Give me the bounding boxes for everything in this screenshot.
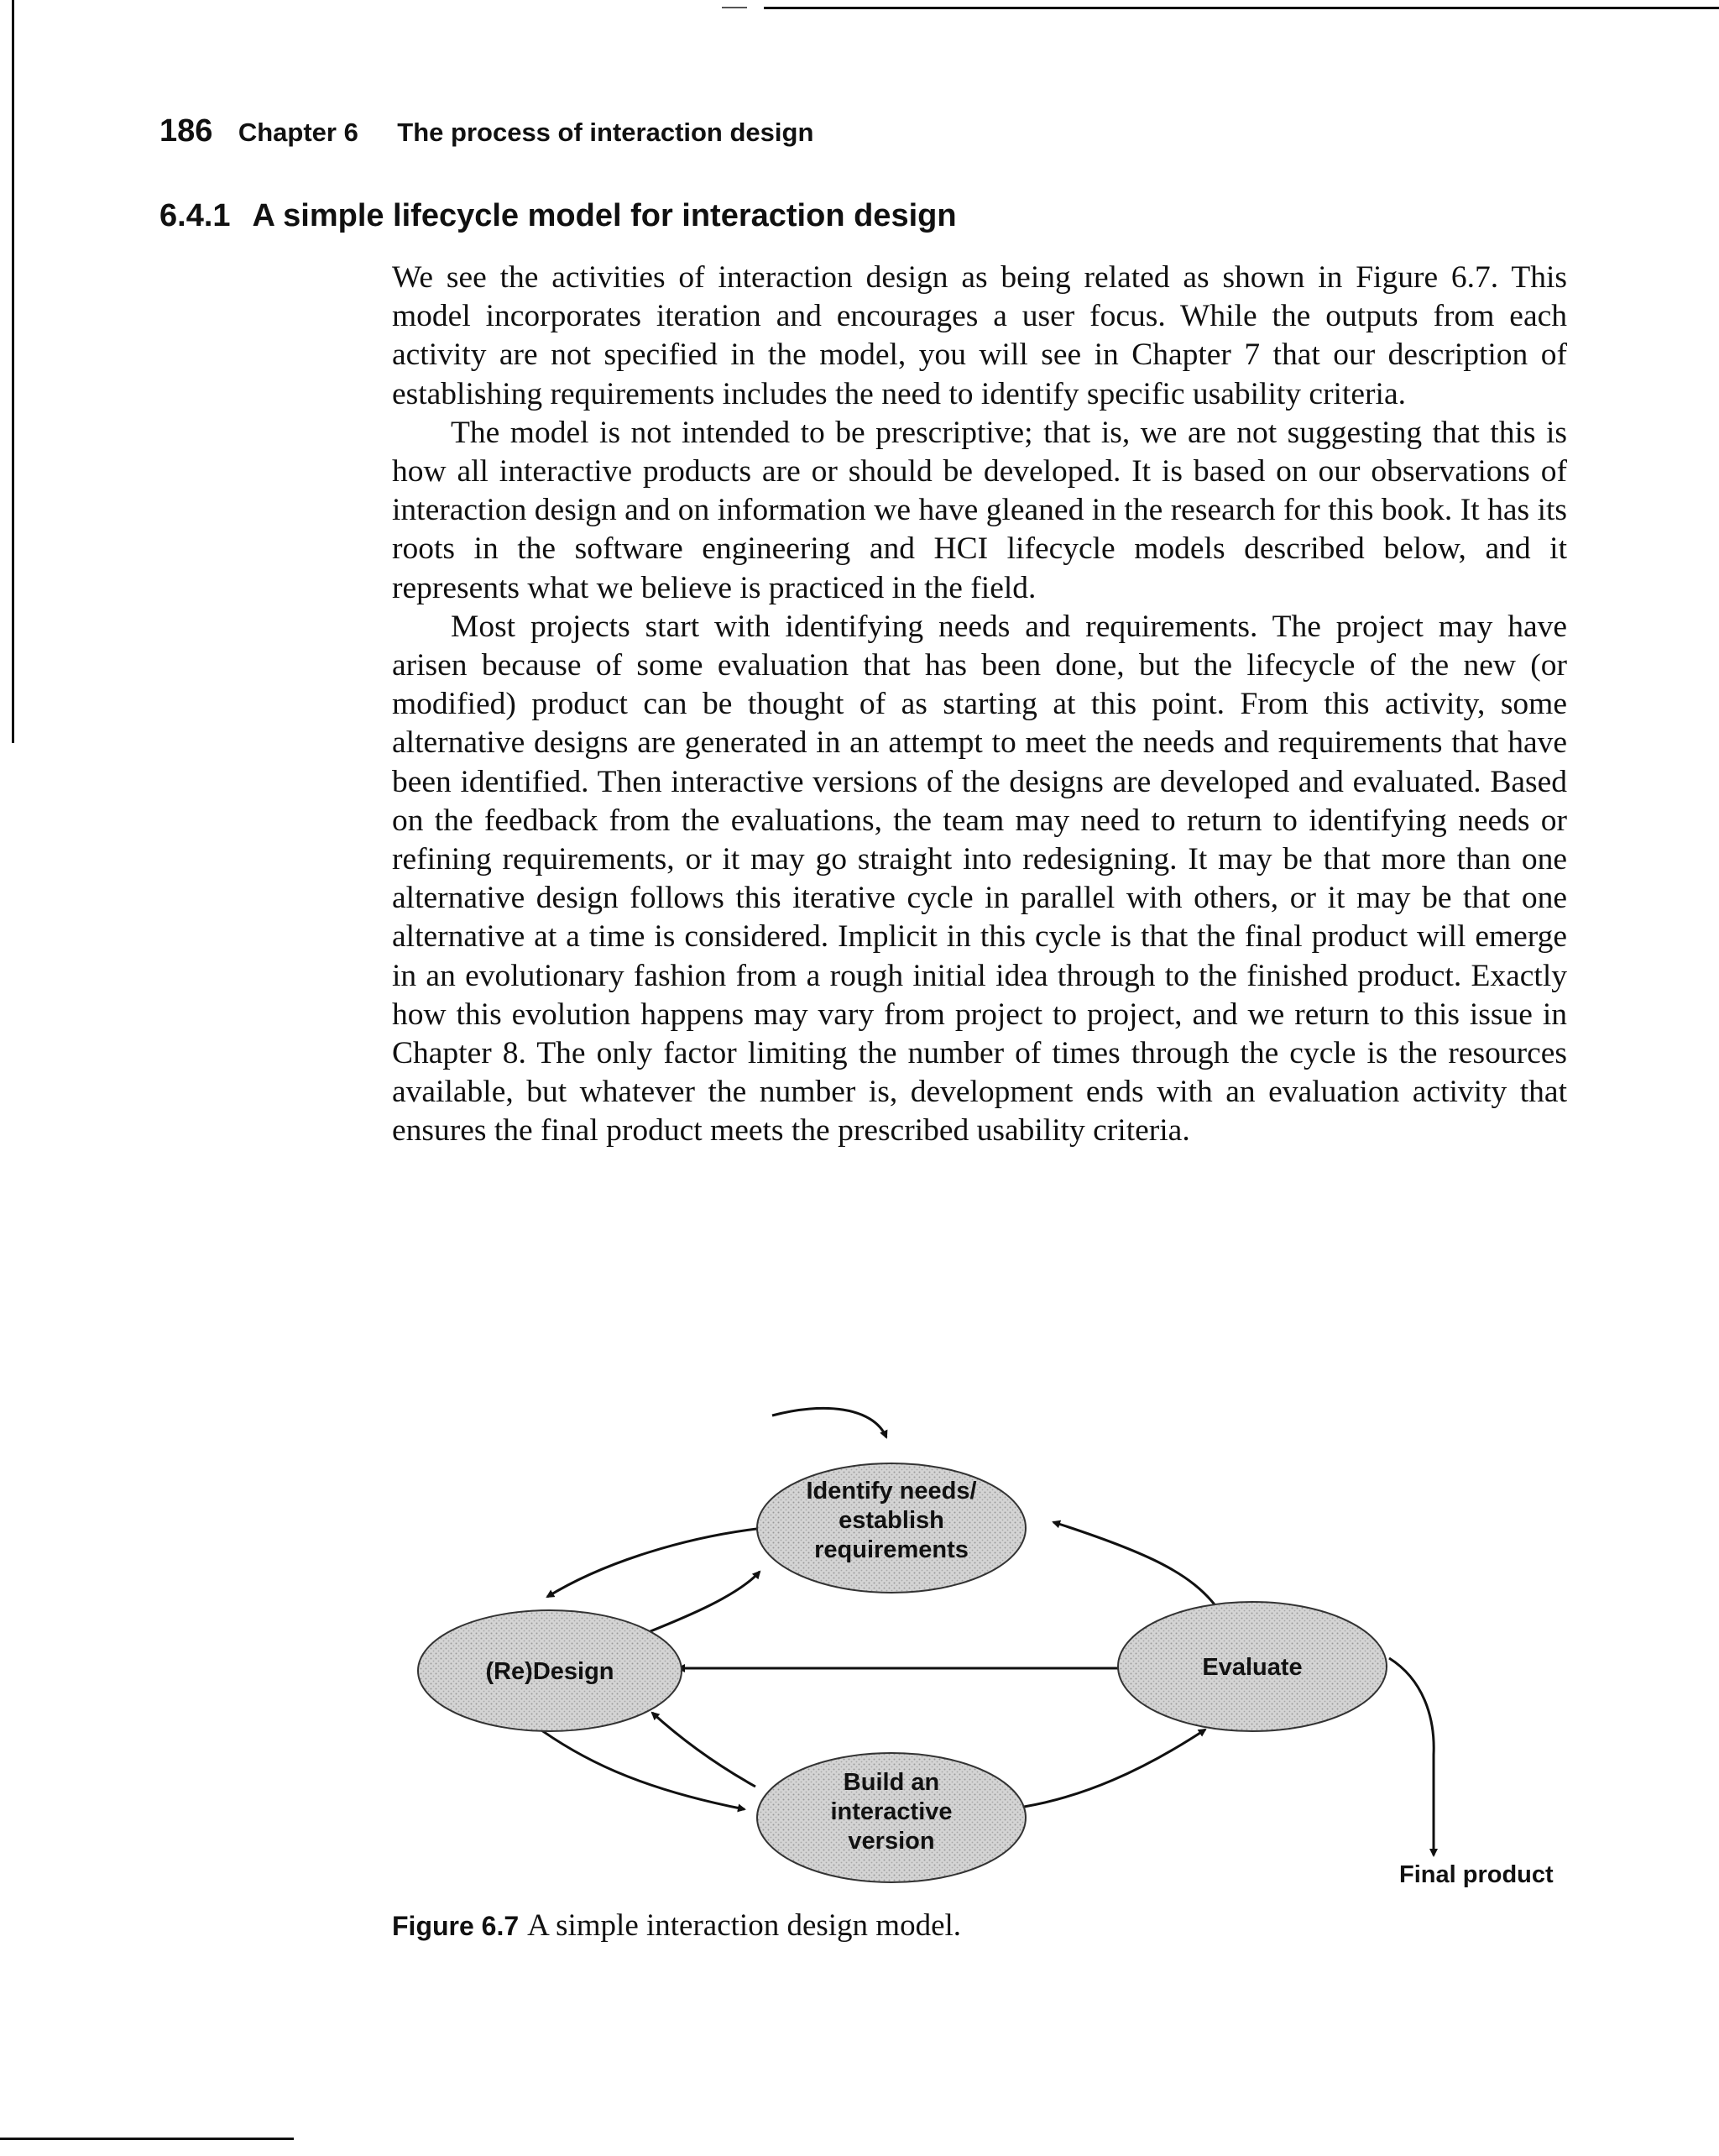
arrow-evaluate-to-identify xyxy=(1053,1522,1217,1608)
evaluate-label: Evaluate xyxy=(1202,1654,1303,1681)
identify-label-line-2: establish xyxy=(839,1507,944,1534)
build-label-line-2: interactive xyxy=(830,1798,953,1825)
paragraph-3: Most projects start with identifying needs and requirements. The project may have arisen because of some evaluation that has been done, but the lifecycle of the new (or modified) product can be thought of as starting at this point. From this activity, some alternative designs are generated in an attempt to meet the needs and requirements that have been identified. Then interactive versions of the designs are developed and evaluated. Based on the feedback from the evaluations, the team may need to return to identifying needs or refining requirements, or it may go straight into redesigning. It may be that more than one alternative design follows this iterative cycle in parallel with others, or it may be that one alternative at a time is considered. Implicit in this cycle is that the final product will emerge in an evolutionary fashion from a rough initial idea through to the finished product. Exactly how this evolution happens may vary from project to project, and we return to this issue in Chapter 8. The only factor limiting the number of times through the cycle is the resources available, but whatever the number is, development ends with an evaluation activity that ensures the final product meets the prescribed usability criteria. xyxy=(392,609,1567,1149)
caption-label: Figure 6.7 xyxy=(392,1911,520,1941)
final-product-label: Final product xyxy=(1399,1861,1554,1888)
redesign-label: (Re)Design xyxy=(485,1658,614,1685)
binding-edge-rule xyxy=(12,0,14,743)
arrow-redesign-to-build xyxy=(529,1721,745,1809)
build-label-line-1: Build an xyxy=(843,1769,940,1796)
chapter-label: Chapter 6 xyxy=(238,118,358,147)
section-heading xyxy=(159,198,957,234)
footer-rule xyxy=(0,2138,294,2140)
lifecycle-diagram xyxy=(369,1385,1578,1889)
header-rule-fragment xyxy=(722,7,747,8)
arrow-identify-to-redesign xyxy=(547,1528,764,1597)
arrow-build-to-evaluate xyxy=(1024,1730,1205,1807)
running-head xyxy=(159,113,813,149)
build-label-line-3: version xyxy=(848,1828,935,1855)
section-number: 6.4.1 xyxy=(159,198,231,233)
figure-caption xyxy=(392,1907,961,1944)
figure-lifecycle-diagram xyxy=(369,1385,1578,1889)
entry-arrow xyxy=(772,1408,886,1437)
body-text xyxy=(392,259,1567,1151)
chapter-title: The process of interaction design xyxy=(397,118,814,147)
paragraph-1: We see the activities of interaction design as being related as shown in Figure 6.7. This model incorporates iteration and encourages a user focus. While the outputs from each activity are not specified in the model, you will see in Chapter 7 that our description of establishing requirements includes the need to identify specific usability criteria. xyxy=(392,260,1567,411)
arrow-build-to-redesign xyxy=(652,1713,755,1787)
arrow-evaluate-to-final-product xyxy=(1389,1658,1434,1855)
paragraph-2: The model is not intended to be prescriptive; that is, we are not suggesting that this is how all interactive products are or should be developed. It is based on our observations of interaction design and on information we have gleaned in the research for this book. It has its roots in the software engineering and HCI lifecycle models described below, and it represents what we believe is practiced in the field. xyxy=(392,415,1567,605)
identify-label-line-1: Identify needs/ xyxy=(806,1478,977,1504)
identify-label-line-3: requirements xyxy=(814,1536,969,1563)
header-rule xyxy=(764,7,1719,9)
arrow-redesign-to-identify xyxy=(646,1572,760,1633)
page-number: 186 xyxy=(159,113,213,149)
section-title: A simple lifecycle model for interaction design xyxy=(252,198,957,233)
caption-text: A simple interaction design model. xyxy=(527,1908,962,1943)
